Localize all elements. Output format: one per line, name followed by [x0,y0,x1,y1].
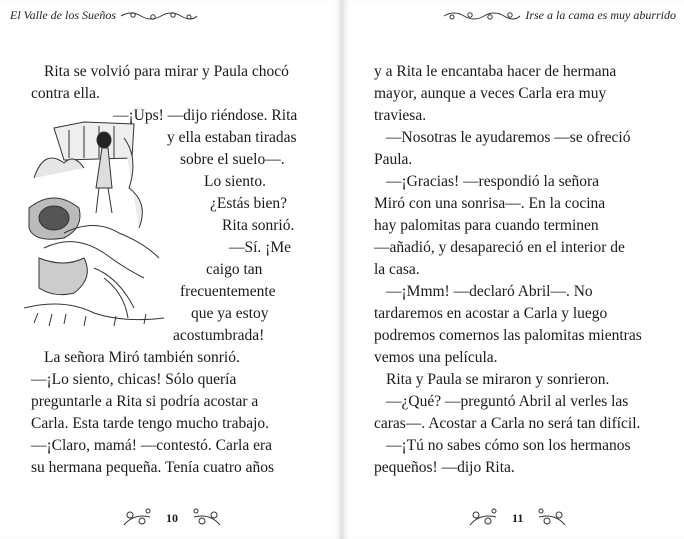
flower-ornament-icon [468,507,500,529]
text-line: Lo siento. [204,173,266,190]
text-line: acostumbrada! [173,327,265,344]
text-line: —¡Lo siento, chicas! Sólo quería [31,371,237,388]
text-line: caras—. Acostar a Carla no será tan difícil. [374,415,641,432]
text-line: Carla. Esta tarde tengo mucho trabajo. [31,415,270,432]
text-line: —¡Ups! —dijo riéndose. Rita [113,107,298,124]
text-line: Rita se volvió para mirar y Paula chocó [44,63,289,80]
floral-ornament-icon [119,10,199,22]
page-number-right: 11 [512,510,524,525]
text-line: Miró con una sonrisa—. En la cocina [374,195,606,212]
text-line: preguntarle a Rita si podría acostar a [31,393,259,410]
text-line: Rita y Paula se miraron y sonrieron. [386,371,610,388]
folio-left [122,507,222,529]
illustration-girls-sketch [24,118,166,330]
floral-ornament-icon [442,10,522,22]
running-head-right [442,8,676,23]
text-line: —Sí. ¡Me [229,239,291,256]
text-line: podremos comernos las palomitas mientras [374,327,642,344]
right-page [342,0,684,539]
running-head-right-text: Irse a la cama es muy aburrido [525,8,676,22]
text-line: —¡Claro, mamá! —contestó. Carla era [31,437,273,454]
text-line: Rita sonrió. [222,217,295,234]
text-line: frecuentemente [180,283,276,300]
text-line: —¡Gracias! —respondió la señora [386,173,600,190]
text-line: ¿Estás bien? [210,195,288,212]
flower-ornament-icon [535,507,567,529]
text-line: La señora Miró también sonrió. [44,349,240,366]
running-head-left-text: El Valle de los Sueños [10,8,116,22]
text-line: y ella estaban tiradas [167,129,297,146]
text-line: caigo tan [206,261,263,278]
text-line: pequeños! —dijo Rita. [374,459,515,476]
text-line: vemos una película. [374,349,498,366]
running-head-left [10,8,199,23]
text-line: —¡Tú no sabes cómo son los hermanos [386,437,631,454]
text-line: sobre el suelo—. [180,151,285,168]
text-line: —añadió, y desapareció en el interior de [374,239,625,256]
text-line: la casa. [374,261,420,278]
text-line: traviesa. [374,107,427,124]
text-line: mayor, aunque a veces Carla era muy [374,85,607,102]
page-number-left: 10 [166,510,178,525]
text-line: su hermana pequeña. Tenía cuatro años [31,459,275,476]
text-line: Paula. [374,151,413,168]
folio-right [468,507,567,529]
text-line: tardaremos en acostar a Carla y luego [374,305,608,322]
text-line: —¿Qué? —preguntó Abril al verles las [386,393,629,410]
text-line: contra ella. [31,85,100,102]
text-line: y a Rita le encantaba hacer de hermana [374,63,617,80]
text-line: hay palomitas para cuando terminen [374,217,599,234]
flower-ornament-icon [190,507,222,529]
flower-ornament-icon [122,507,154,529]
text-line: —Nosotras le ayudaremos —se ofreció [386,129,631,146]
text-line: —¡Mmm! —declaró Abril—. No [386,283,593,300]
text-line: que ya estoy [191,305,269,322]
